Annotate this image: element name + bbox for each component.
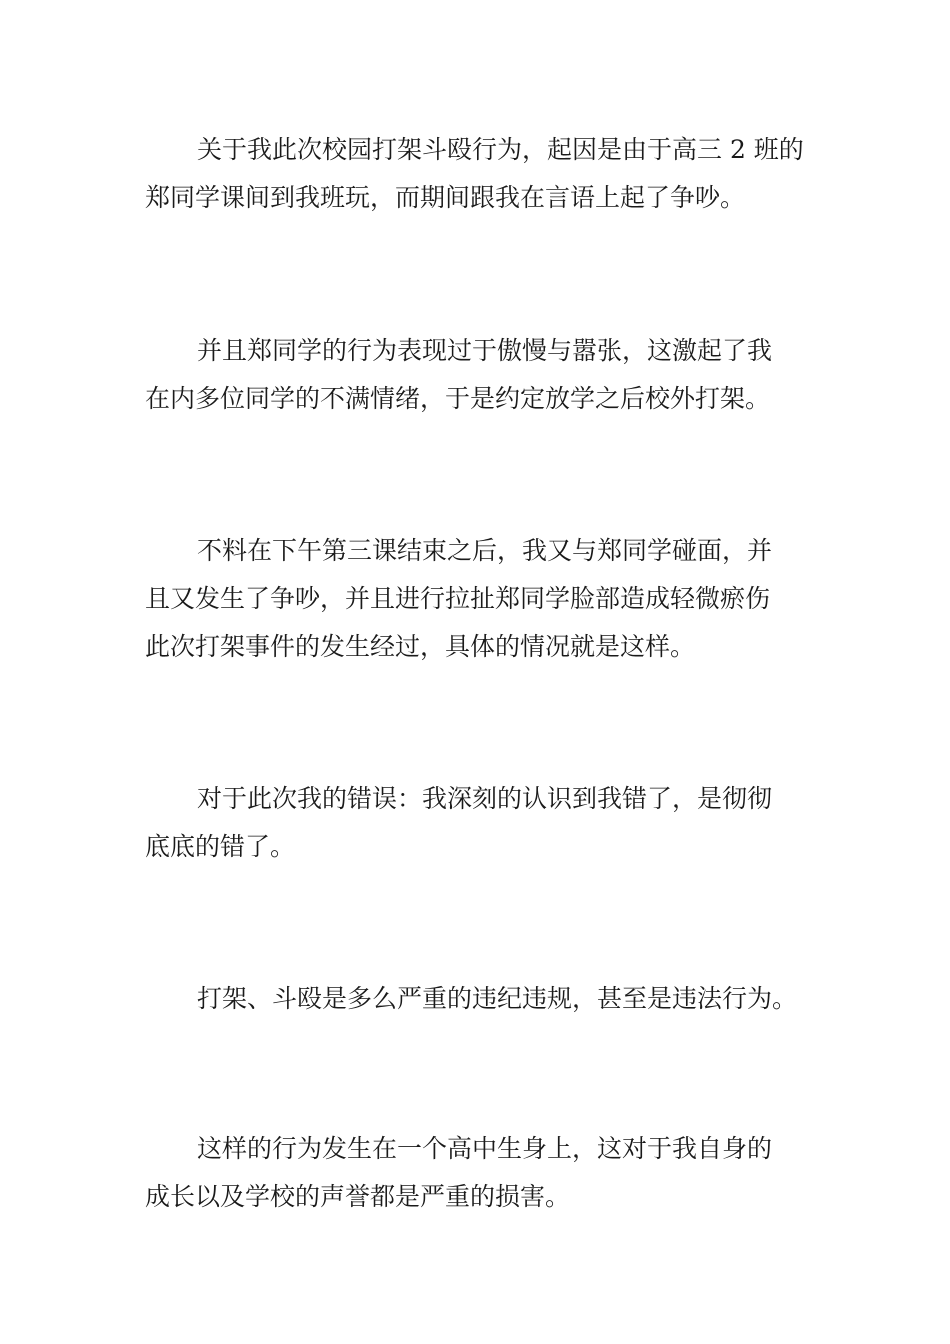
paragraph-line: 并且郑同学的行为表现过于傲慢与嚣张，这激起了我 — [197, 336, 773, 365]
paragraph-line: 不料在下午第三课结束之后，我又与郑同学碰面，并 — [197, 536, 773, 565]
paragraph-4 — [145, 775, 810, 871]
paragraph-line: 郑同学课间到我班玩，而期间跟我在言语上起了争吵。 — [145, 183, 746, 212]
paragraph-6 — [145, 1125, 810, 1221]
paragraph-line: 对于此次我的错误：我深刻的认识到我错了，是彻彻 — [197, 784, 773, 813]
paragraph-line: 此次打架事件的发生经过，具体的情况就是这样。 — [145, 632, 696, 661]
paragraph-2 — [145, 327, 810, 423]
paragraph-line: 底底的错了。 — [145, 832, 296, 861]
paragraph-line: 打架、斗殴是多么严重的违纪违规，甚至是违法行为。 — [197, 984, 798, 1013]
paragraph-line: 关于我此次校园打架斗殴行为，起因是由于高三 2 班的 — [197, 135, 804, 164]
paragraph-line: 在内多位同学的不满情绪，于是约定放学之后校外打架。 — [145, 384, 771, 413]
paragraph-5 — [145, 975, 810, 1023]
paragraph-1 — [145, 126, 810, 222]
paragraph-line: 且又发生了争吵，并且进行拉扯郑同学脸部造成轻微瘀伤 — [145, 584, 771, 613]
paragraph-line: 这样的行为发生在一个高中生身上，这对于我自身的 — [197, 1134, 773, 1163]
paragraph-line: 成长以及学校的声誉都是严重的损害。 — [145, 1182, 571, 1211]
paragraph-3 — [145, 527, 810, 671]
